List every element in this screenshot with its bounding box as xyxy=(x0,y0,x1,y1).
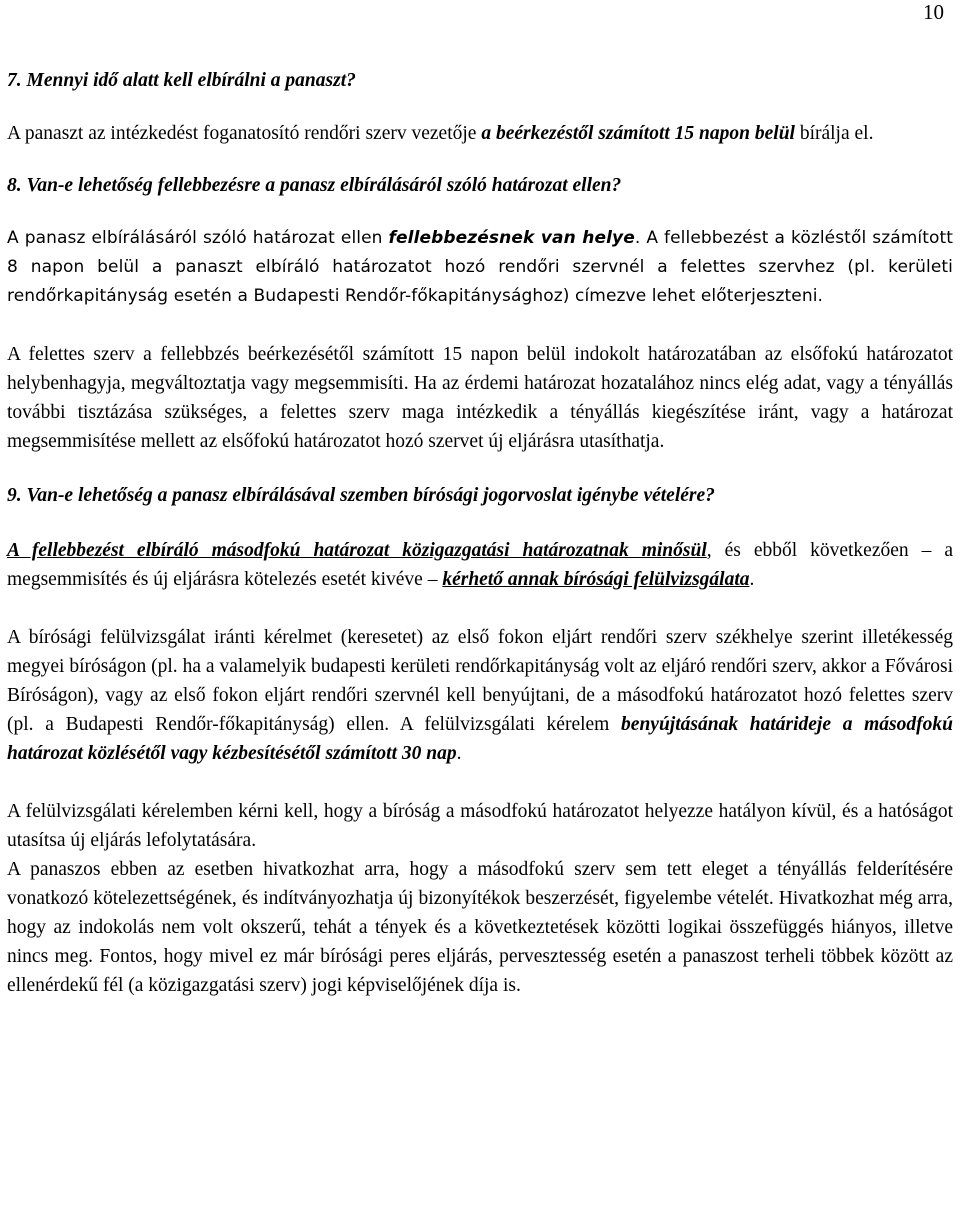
question-9-paragraph-2: A bírósági felülvizsgálat iránti kérelmet (keresetet) az első fokon eljárt rendőri szerv székhelye szerint illetékesség megyei bíróságon (pl. ha a valamelyik budapesti kerületi rendőrkapitányság volt az eljáró rendőri szerv, akkor a Fővárosi Bíróságon), vagy az első fokon eljárt rendőri szervnél kell benyújtani, de a másodfokú határozatot hozó felettes szerv (pl. a Budapesti Rendőr-főkapitányság) ellen. A felülvizsgálati kérelem benyújtásának határideje a másodfokú határozat közlésétől vagy kézbesítésétől számított 30 nap. xyxy=(7,627,953,764)
document-body xyxy=(7,66,953,1000)
question-9-paragraph-4: A panaszos ebben az esetben hivatkozhat arra, hogy a másodfokú szerv sem tett eleget a tényállás felderítésére vonatkozó kötelezettségének, és indítványozhatja új bizonyítékok beszerzését, figyelembe vételét. Hivatkozhat még arra, hogy az indokolás nem volt okszerű, tehát a tények és a következtetések közötti logikai összefüggés hiányos, illetve nincs meg. Fontos, hogy mivel ez már bírósági peres eljárás, pervesztesség esetén a panaszost terheli többek között az ellenérdekű fél (a közigazgatási szerv) jogi képviselőjének díja is. xyxy=(7,859,953,996)
question-7-answer: A panaszt az intézkedést foganatosító rendőri szerv vezetője a beérkezéstől számított 15 napon belül bírálja el. xyxy=(7,123,874,144)
question-8-paragraph-2: A felettes szerv a fellebbzés beérkezésétől számított 15 napon belül indokolt határozatában az elsőfokú határozatot helybenhagyja, megváltoztatja vagy megsemmisíti. Ha az érdemi határozat hozatalához nincs elég adat, vagy a tényállás további tisztázása szükséges, a felettes szerv maga intézkedik a tényállás kiegészítése iránt, vagy a határozat megsemmisítése mellett az elsőfokú határozatot hozó szervet új eljárásra utasíthatja. xyxy=(7,344,953,452)
page-number: 10 xyxy=(923,0,944,24)
question-8-paragraph-1: A panasz elbírálásáról szóló határozat ellen fellebbezésnek van helye. A fellebbezést a közléstől számított 8 napon belül a panaszt elbíráló határozatot hozó rendőri szervnél a felettes szervhez (pl. kerületi rendőrkapitányság esetén a Budapesti Rendőr-főkapitánysághoz) címezve lehet előterjeszteni. xyxy=(7,228,954,306)
question-8-heading: 8. Van-e lehetőség fellebbezésre a panasz elbírálásáról szóló határozat ellen? xyxy=(7,175,622,196)
question-9-heading: 9. Van-e lehetőség a panasz elbírálásával szemben bírósági jogorvoslat igénybe vételére? xyxy=(7,485,715,506)
question-9-paragraph-1: A fellebbezést elbíráló másodfokú határozat közigazgatási határozatnak minősül, és ebből következően – a megsemmisítés és új eljárásra kötelezés esetét kivéve – kérhető annak bírósági felülvizsgálata. xyxy=(7,540,953,590)
question-7-heading: 7. Mennyi idő alatt kell elbírálni a panaszt? xyxy=(7,70,356,91)
question-9-paragraph-3: A felülvizsgálati kérelemben kérni kell, hogy a bíróság a másodfokú határozatot helyezze hatályon kívül, és a hatóságot utasítsa új eljárás lefolytatására. xyxy=(7,801,953,851)
